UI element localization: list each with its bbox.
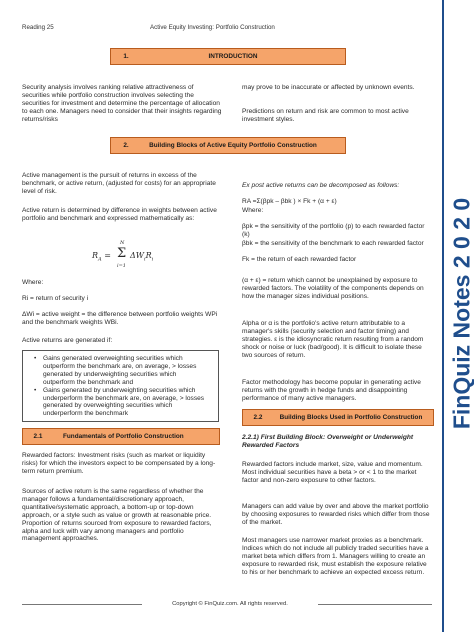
active-returns-generated-intro: Active returns are generated if: — [22, 337, 113, 344]
condition-bullet-2: • Gains generated by underweighting securities which underperform the benchmark are, on average, > losses generated by overweighting securities which underperform the benchmark — [43, 387, 208, 419]
factor-return-definition: Fk = the return of each rewarded factor — [242, 256, 357, 263]
active-return-paragraph: Active return is determined by difference in weights between active portfolio and benchmark and expressed mathematically as: — [22, 207, 217, 222]
section-title: INTRODUCTION — [208, 53, 258, 60]
section-title: Building Blocks of Active Equity Portfolio Construction — [149, 142, 317, 149]
section-number: 2.2 — [253, 414, 263, 421]
alpha-definition-paragraph: Alpha or α is the portfolio's active return attributable to a manager's skills (security selection and factor timing) and strategies. ε is the idiosyncratic return resulting from a random shock or noise or luck (bad/good). It is difficult to isolate these two sources of return. — [242, 320, 424, 359]
managers-add-value-paragraph: Managers can add value by over and above the market portfolio by choosing exposures to rewarded risks which differ from those of the market. — [242, 503, 430, 526]
section-title: Fundamentals of Portfolio Construction — [63, 433, 184, 440]
ex-post-paragraph — [242, 182, 437, 190]
brand-logo: FinQuiz Notes 2 0 2 0 — [448, 197, 474, 430]
copyright-notice: Copyright © FinQuiz.com. All rights reserved. — [172, 601, 288, 607]
return-of-security-definition: Ri = return of security i — [22, 295, 89, 302]
section-introduction-bar — [110, 48, 346, 65]
section-number: 2. — [123, 142, 129, 149]
ex-post-text: Ex post active returns can be decomposed as follows: — [242, 182, 400, 189]
reading-number: Reading 25 — [22, 24, 54, 31]
footer-rule-left — [22, 604, 142, 605]
decomposition-formula: RA =Σ(βpk – βbk ) × Fk + (α + ε) — [242, 198, 337, 205]
sources-of-active-return-paragraph: Sources of active return is the same regardless of whether the manager follows a fundamental/discretionary approach, quantitative/systematic approach, a bottom-up or top-down approach, or a style such as value or growth at reasonable price. Proportion of returns sourced from exposure to rewarded factors, alpha and luck with vary among managers and portfolio management approaches. — [22, 488, 212, 543]
condition-bullet-1: • Gains generated overweighting securities which outperform the benchmark are, on average, > losses generated by underweighting securities which outperform the benchmark and — [43, 355, 208, 387]
subsection-first-building-block: 2.2.1) First Building Block: Overweight or Underweight Rewarded Factors — [242, 434, 414, 449]
intro-left-paragraph: Security analysis involves ranking relative attractiveness of securities while portfolio construction involves selecting the securities for investment and determine the percentage of allocation to each one. Managers need to consider that their insights regarding returns/risks — [22, 84, 222, 123]
conditions-box — [22, 350, 219, 422]
active-return-formula: $R_A$ = N Σ i=1 $\Delta W_iR_i$ — [92, 240, 154, 269]
rewarded-factors-list-paragraph: Rewarded factors include market, size, value and momentum. Most individual securities have a beta > or < 1 to the market factor and non-zero exposure to other factors. — [242, 461, 423, 484]
alpha-epsilon-paragraph: (α + ε) = return which cannot be unexplained by exposure to rewarded factors. The volatility of the components depends on how the manager sizes individual positions. — [242, 277, 424, 300]
narrower-proxies-paragraph: Most managers use narrower market proxies as a benchmark. Indices which do not include all publicly traded securities have a market beta which differs from 1. Managers willing to create an exposure to rewarded risk, must establish the exposure relative to his or her benchmark to achieve an expected excess return. — [242, 537, 429, 576]
brand-strip — [442, 0, 474, 632]
footer-rule-right — [318, 604, 432, 605]
section-title: Building Blocks Used in Portfolio Construction — [279, 414, 423, 421]
section-number: 2.1 — [33, 433, 43, 440]
intro-right-paragraph-2: Predictions on return and risk are common to most active investment styles. — [242, 108, 409, 123]
where-label: Where: — [242, 207, 264, 214]
beta-benchmark-definition: βbk = the sensitivity of the benchmark to each rewarded factor — [242, 240, 424, 247]
factor-methodology-paragraph: Factor methodology has become popular in generating active returns with the growth in hedge funds and disappointing performance of many active managers. — [242, 379, 421, 402]
active-weight-definition: ΔWi = active weight = the difference between portfolio weights WPi and the benchmark weights WBi. — [22, 311, 218, 326]
page-header-title: Active Equity Investing: Portfolio Construction — [150, 24, 275, 31]
section-building-blocks-bar — [110, 137, 346, 154]
beta-portfolio-definition: βpk = the sensitivity of the portfolio (p) to each rewarded factor (k) — [242, 223, 425, 238]
section-number: 1. — [123, 53, 129, 60]
section-fundamentals-bar — [22, 428, 220, 445]
intro-right-paragraph-1: may prove to be inaccurate or affected by unknown events. — [242, 84, 415, 91]
rewarded-factors-paragraph: Rewarded factors: Investment risks (such as market or liquidity risks) for which the investors expect to be compensated by a long-term return premium. — [22, 452, 216, 475]
section-building-blocks-used-bar — [242, 409, 434, 426]
active-management-paragraph: Active management is the pursuit of returns in excess of the benchmark, or active return, (adjusted for costs) for an appropriate level of risk. — [22, 172, 216, 195]
where-label: Where: — [22, 279, 44, 286]
